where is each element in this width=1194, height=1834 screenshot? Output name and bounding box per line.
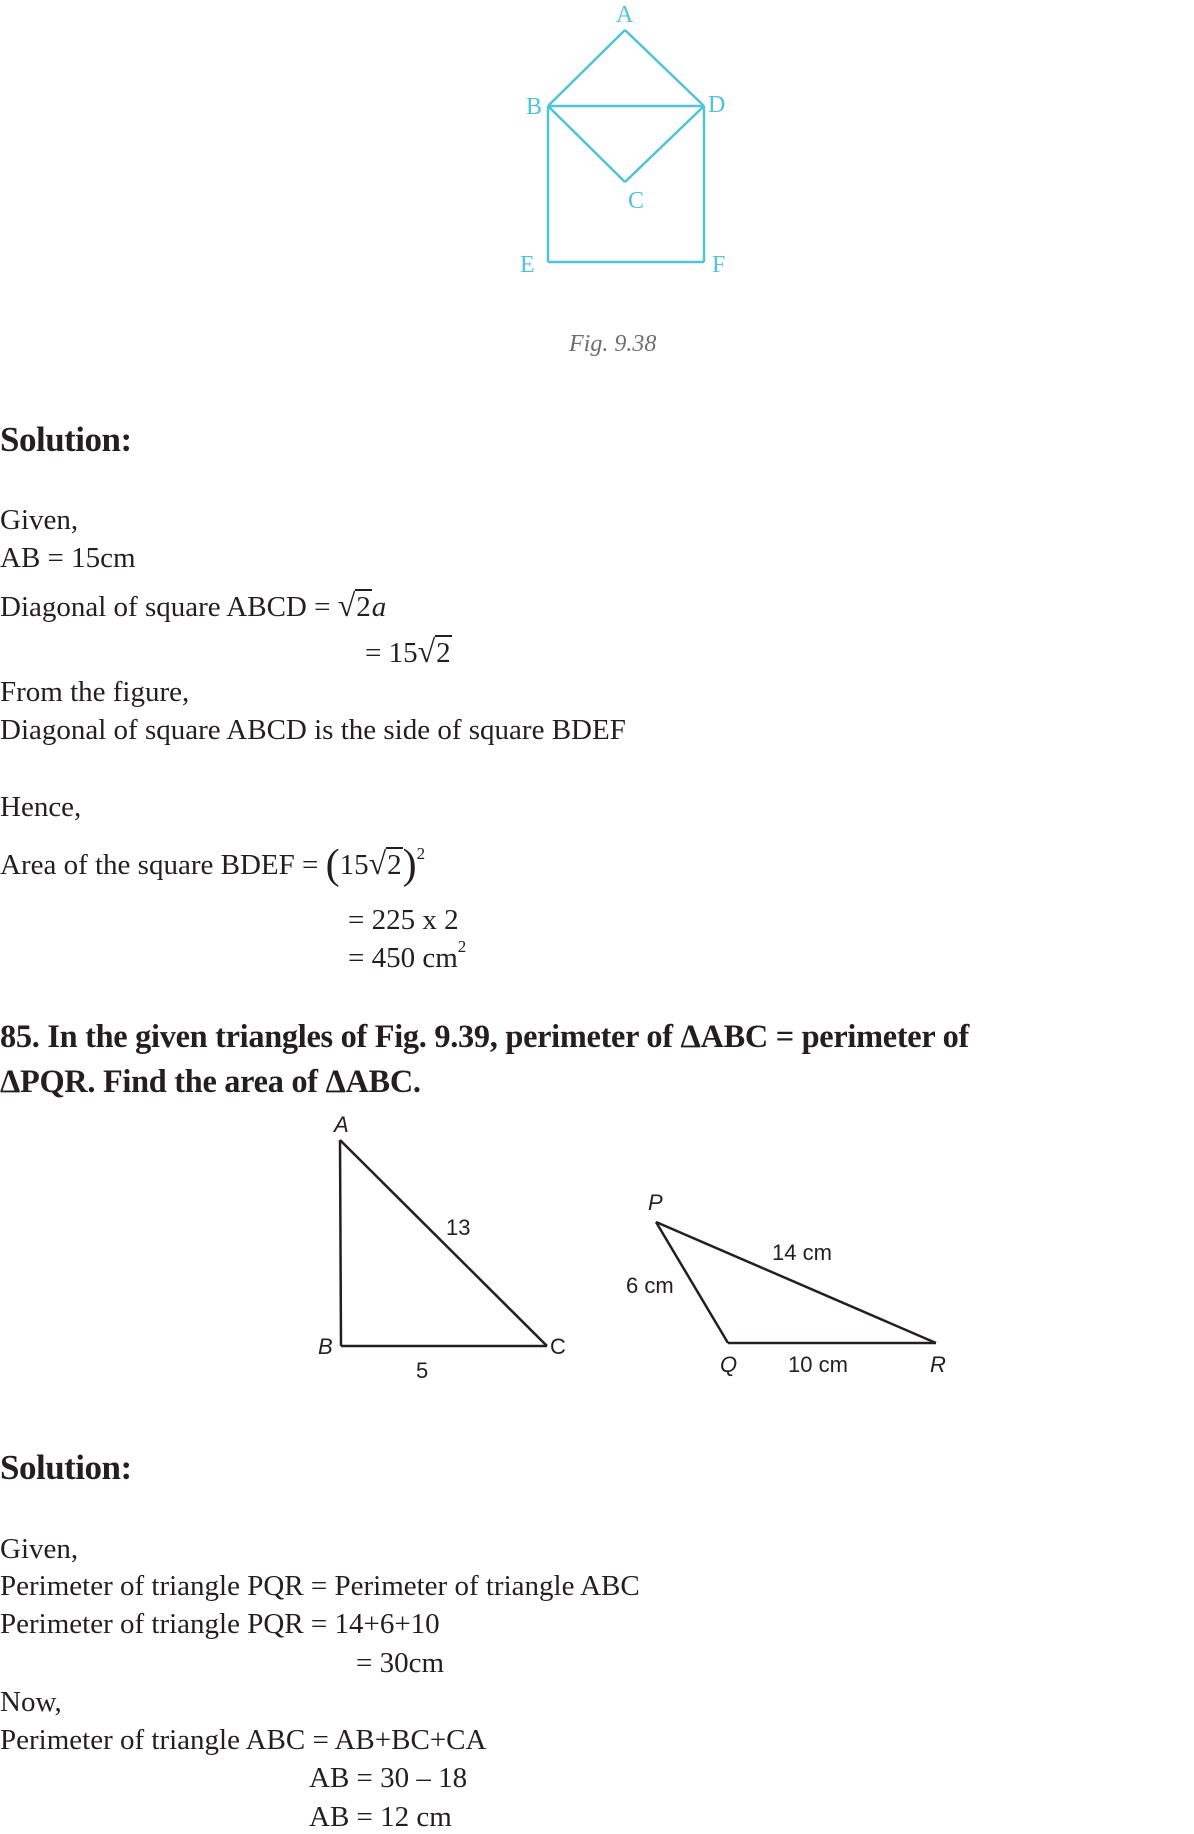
sqrt-expression: √2 <box>368 845 402 881</box>
square-diagram <box>548 30 704 262</box>
solution-heading: Solution: <box>0 420 132 459</box>
solution-heading: Solution: <box>0 1448 132 1487</box>
side-label-ac: 13 <box>446 1215 471 1240</box>
text-line <box>348 937 467 975</box>
text-line: AB = 30 – 18 <box>309 1762 468 1794</box>
figure-9-38 <box>500 0 760 280</box>
vertex-label-q: Q <box>720 1352 738 1377</box>
radicand: 2 <box>387 849 402 881</box>
sqrt-expression: √2 <box>337 587 371 623</box>
vertex-label-c: C <box>628 188 645 214</box>
text-line: Now, <box>0 1686 62 1718</box>
figure-caption: Fig. 9.38 <box>569 331 657 357</box>
text-line: From the figure, <box>0 676 190 708</box>
vertex-label-f: F <box>712 252 726 278</box>
text-line: AB = 15cm <box>0 542 136 574</box>
radicand: 2 <box>356 591 371 623</box>
text-fragment: = 450 cm <box>348 942 458 974</box>
text-line <box>365 634 452 670</box>
sqrt-expression: √2 <box>417 633 451 669</box>
text-line: = 225 x 2 <box>348 904 459 936</box>
text-line: Area of the square BDEF = $(15√2)^2$ <box>0 842 426 888</box>
vertex-label-b: B <box>318 1334 333 1359</box>
variable-a: a <box>371 591 387 623</box>
figure-9-39 <box>300 1110 960 1390</box>
side-label-pq: 6 cm <box>626 1273 674 1298</box>
side-label-pr: 14 cm <box>772 1240 832 1265</box>
side-label-qr: 10 cm <box>788 1352 848 1377</box>
exponent: 2 <box>457 937 467 956</box>
triangle-abc <box>340 1140 547 1346</box>
text-line: Hence, <box>0 791 82 823</box>
text-line: = 30cm <box>356 1647 445 1679</box>
text-line: Perimeter of triangle PQR = 14+6+10 <box>0 1608 440 1640</box>
text-fragment: Area of the square BDEF = <box>0 849 326 881</box>
vertex-label-a: A <box>616 2 634 28</box>
text-line: Perimeter of triangle ABC = AB+BC+CA <box>0 1724 487 1756</box>
text-fragment: = 15 <box>365 637 418 669</box>
text-fragment: Diagonal of square ABCD = <box>0 591 338 623</box>
question-85-line2: ΔPQR. Find the area of ΔABC. <box>0 1064 421 1100</box>
text-line: Diagonal of square ABCD is the side of square BDEF <box>0 714 626 746</box>
text-line: AB = 12 cm <box>309 1801 452 1833</box>
vertex-label-d: D <box>708 92 726 118</box>
vertex-label-e: E <box>520 252 535 278</box>
text-line: Given, <box>0 1533 79 1565</box>
vertex-label-b: B <box>526 94 543 120</box>
number-15: 15 <box>339 849 369 881</box>
radicand: 2 <box>436 637 451 669</box>
exponent: 2 <box>416 844 426 863</box>
side-label-bc: 5 <box>416 1358 429 1383</box>
text-line: Given, <box>0 504 79 536</box>
vertex-label-a: A <box>334 1112 349 1137</box>
vertex-label-p: P <box>648 1190 663 1215</box>
vertex-label-r: R <box>930 1352 946 1377</box>
vertex-label-c: C <box>550 1334 566 1359</box>
text-line <box>0 588 386 624</box>
text-line: Perimeter of triangle PQR = Perimeter of triangle ABC <box>0 1570 640 1602</box>
question-85-line1: 85. In the given triangles of Fig. 9.39, perimeter of ΔABC = perimeter of <box>0 1019 969 1055</box>
